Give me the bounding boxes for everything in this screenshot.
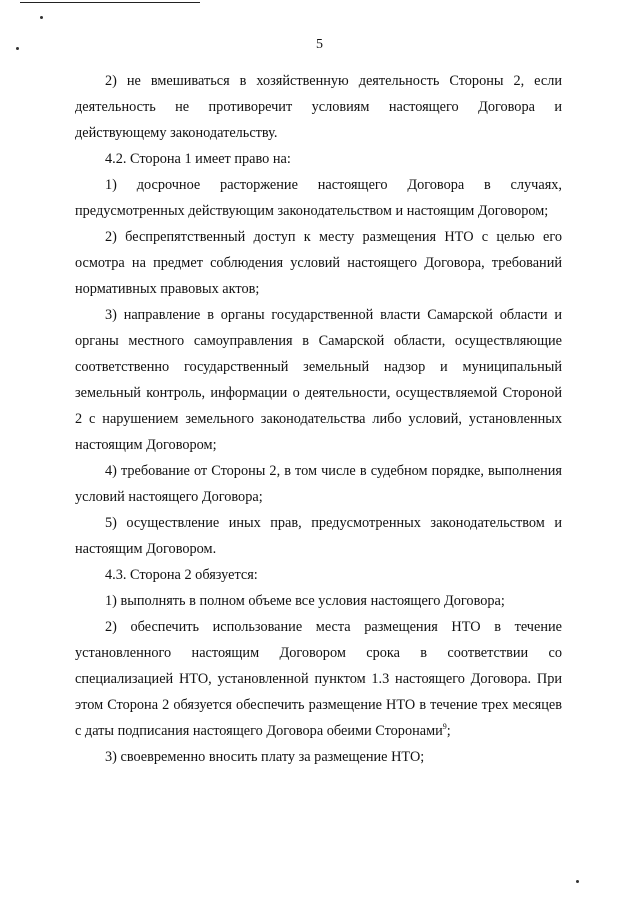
paragraph-clause-4-3-1: 1) выполнять в полном объеме все условия настоящего Договора;	[105, 593, 505, 609]
scan-top-edge-line	[20, 2, 200, 3]
paragraph-clause-4-3-2	[75, 614, 562, 744]
paragraph-clause-4-3-2-tail: ;	[446, 723, 451, 739]
footnote-marker[interactable]: 9	[442, 722, 447, 732]
paragraph-clause-4-2-4: 4) требование от Стороны 2, в том числе в судебном порядке, выполнения условий настоящего Договора;	[75, 463, 562, 505]
scan-speck	[576, 880, 579, 883]
paragraph-clause-4-2-1: 1) досрочное расторжение настоящего Договора в случаях, предусмотренных действующим законодательством и настоящим Договором;	[75, 177, 562, 219]
paragraph-clause-4-3-2-text: 2) обеспечить использование места размещения НТО в течение установленного настоящим Договором срока в соответствии со специализацией НТО, установленной пунктом 1.3 настоящего Договора. При этом Сторона 2 обязуется обеспечить размещение НТО в течение трех месяцев с даты подписания настоящего Договора обеими Сторонами	[75, 619, 562, 739]
scan-speck	[40, 16, 43, 19]
paragraph-clause-4-2-3: 3) направление в органы государственной власти Самарской области и органы местного самоуправления в Самарской области, осуществляющие соответственно государственный земельный надзор и муниципальный земельный контроль, информации о деятельности, осуществляемой Стороной 2 с нарушением земельного законодательства либо условий, установленных настоящим Договором;	[75, 307, 562, 453]
paragraph-clause-4-3-3: 3) своевременно вносить плату за размещение НТО;	[105, 749, 425, 765]
section-heading-4-2: 4.2. Сторона 1 имеет право на:	[105, 151, 291, 167]
document-body	[75, 68, 562, 770]
paragraph-clause-4-1-2: 2) не вмешиваться в хозяйственную деятельность Стороны 2, если деятельность не противоречит условиям настоящего Договора и действующему законодательству.	[75, 73, 562, 141]
section-heading-4-3: 4.3. Сторона 2 обязуется:	[105, 567, 258, 583]
paragraph-clause-4-2-2: 2) беспрепятственный доступ к месту размещения НТО с целью его осмотра на предмет соблюдения условий настоящего Договора, требований нормативных правовых актов;	[75, 229, 562, 297]
paragraph-clause-4-2-5: 5) осуществление иных прав, предусмотренных законодательством и настоящим Договором.	[75, 515, 562, 557]
page-number: 5	[316, 37, 323, 52]
